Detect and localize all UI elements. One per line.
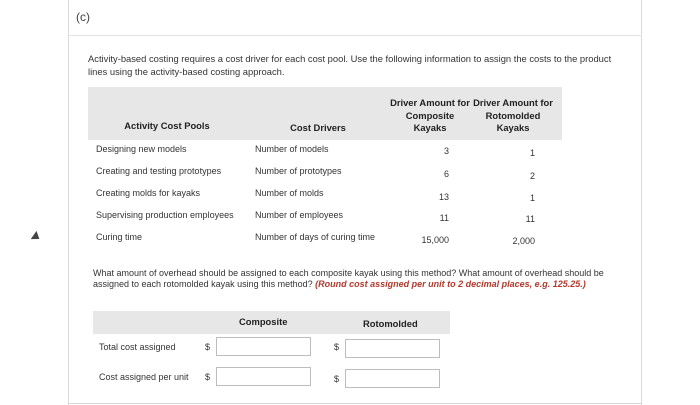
table-row (88, 210, 562, 230)
header-divider (68, 35, 642, 36)
cost-per-unit-rotomolded-input[interactable] (345, 369, 440, 388)
cost-per-unit-label: Cost assigned per unit (99, 372, 189, 382)
currency-symbol: $ (334, 342, 340, 352)
row-rotomolded-amount: 2,000 (512, 236, 535, 246)
question-text (93, 268, 613, 290)
row-driver: Number of days of curing time (255, 232, 376, 242)
content-frame-left (68, 0, 69, 405)
row-driver: Number of prototypes (255, 166, 342, 176)
total-cost-rotomolded-input[interactable] (345, 339, 440, 358)
row-activity: Creating molds for kayaks (96, 188, 201, 198)
mouse-cursor-icon (31, 231, 42, 243)
rounding-instruction: (Round cost assigned per unit to 2 decimal places, e.g. 125.25.) (315, 279, 586, 289)
row-driver: Number of models (255, 144, 329, 154)
part-label: (c) (76, 10, 90, 24)
question-body: What amount of overhead should be assigned to each composite kayak using this method? What amount of overhead should be assigned to each rotomolded kayak using this method? (93, 268, 604, 289)
row-activity: Designing new models (96, 144, 187, 154)
activity-cost-table (88, 87, 562, 250)
row-rotomolded-amount: 2 (529, 171, 535, 181)
row-activity: Creating and testing prototypes (96, 166, 222, 176)
answer-header-rotomolded: Rotomolded (363, 318, 418, 329)
content-frame-right (641, 0, 642, 405)
currency-symbol: $ (205, 342, 211, 352)
header-driver-amount-rotomolded: Driver Amount for Rotomolded Kayaks (473, 97, 553, 133)
row-driver: Number of molds (255, 188, 324, 198)
row-composite-amount: 15,000 (421, 235, 449, 245)
row-activity: Supervising production employees (96, 210, 234, 220)
header-activity-cost-pools: Activity Cost Pools (124, 120, 210, 131)
table-row (88, 188, 562, 208)
header-driver-amount-composite: Driver Amount for Composite Kayaks (390, 97, 470, 133)
currency-symbol: $ (205, 372, 211, 382)
row-composite-amount: 6 (443, 169, 449, 179)
total-cost-assigned-label: Total cost assigned (99, 342, 176, 352)
row-driver: Number of employees (255, 210, 344, 220)
footer-divider (68, 403, 642, 404)
row-rotomolded-amount: 1 (529, 148, 535, 158)
instructions-text: Activity-based costing requires a cost driver for each cost pool. Use the following information to assign the costs to the product lines using the activity-based costing approach. (88, 53, 612, 77)
table-row (88, 232, 562, 252)
total-cost-composite-input[interactable] (216, 337, 311, 356)
header-cost-drivers: Cost Drivers (290, 122, 346, 133)
table-row (88, 144, 562, 164)
row-activity: Curing time (96, 232, 143, 242)
cost-per-unit-composite-input[interactable] (216, 367, 311, 386)
row-composite-amount: 13 (438, 192, 449, 202)
table-row (88, 166, 562, 186)
answer-header-composite: Composite (239, 316, 288, 327)
row-rotomolded-amount: 1 (529, 193, 535, 203)
row-composite-amount: 11 (439, 213, 449, 223)
row-composite-amount: 3 (443, 146, 449, 156)
row-rotomolded-amount: 11 (525, 214, 535, 224)
currency-symbol: $ (334, 374, 340, 384)
